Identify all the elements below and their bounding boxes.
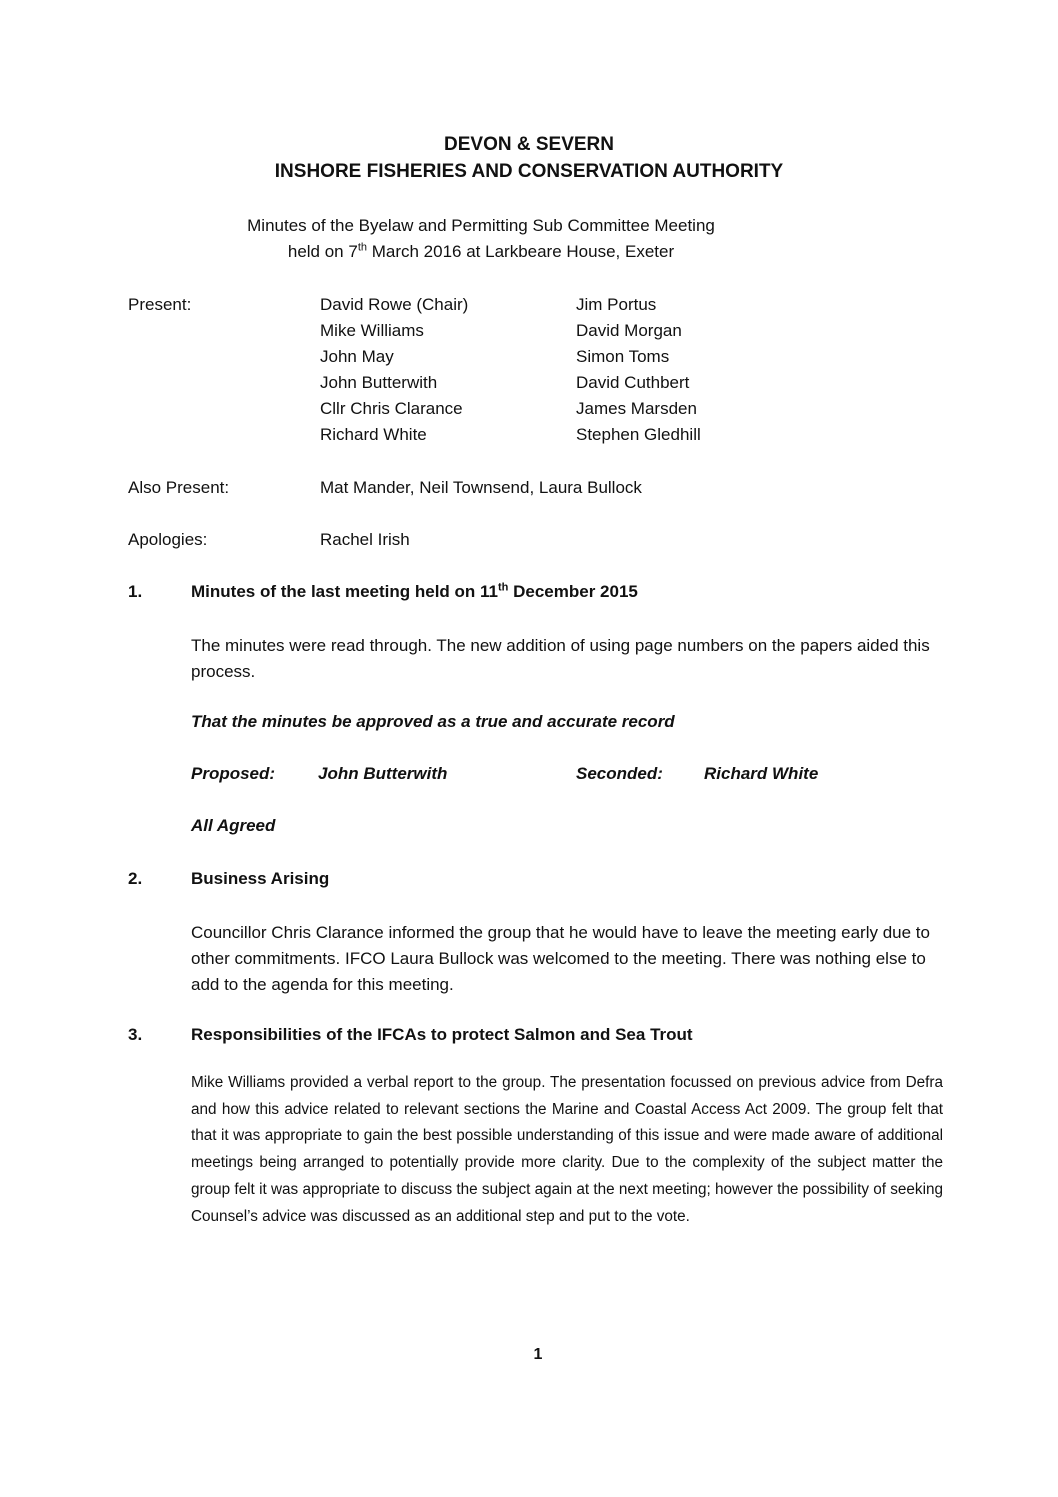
present-name: James Marsden bbox=[576, 399, 697, 418]
seconded-label: Seconded: bbox=[576, 764, 663, 783]
present-name: David Rowe (Chair) bbox=[320, 295, 469, 314]
also-present-value: Mat Mander, Neil Townsend, Laura Bullock bbox=[320, 478, 642, 497]
present-name: Jim Portus bbox=[576, 295, 657, 314]
present-name: Stephen Gledhill bbox=[576, 425, 701, 444]
item-number: 1. bbox=[128, 582, 143, 601]
also-present-label: Also Present: bbox=[128, 478, 230, 497]
item-number: 3. bbox=[128, 1025, 143, 1044]
org-name-line2: INSHORE FISHERIES AND CONSERVATION AUTHORITY bbox=[274, 161, 784, 182]
page-number: 1 bbox=[533, 1346, 543, 1363]
meeting-date-location: held on 7th March 2016 at Larkbeare House, Exeter bbox=[287, 241, 675, 261]
present-name: John May bbox=[320, 347, 394, 366]
agreed-text: All Agreed bbox=[191, 816, 276, 835]
item-body: The minutes were read through. The new addition of using page numbers on the papers aided this process. bbox=[191, 636, 930, 681]
meeting-subtitle: Minutes of the Byelaw and Permitting Sub Committee Meeting bbox=[247, 216, 715, 235]
item-body: Councillor Chris Clarance informed the group that he would have to leave the meeting early due to other commitments. IFCO Laura Bullock was welcomed to the meeting. There was nothing else to add to the agenda for this meeting. bbox=[191, 923, 930, 994]
present-name: John Butterwith bbox=[320, 373, 438, 392]
resolution-text: That the minutes be approved as a true and accurate record bbox=[191, 712, 675, 731]
proposed-value: John Butterwith bbox=[318, 764, 448, 783]
present-name: Richard White bbox=[320, 425, 427, 444]
present-name: Mike Williams bbox=[320, 321, 424, 340]
present-name: Cllr Chris Clarance bbox=[320, 399, 463, 418]
item-heading: Responsibilities of the IFCAs to protect Salmon and Sea Trout bbox=[191, 1025, 693, 1044]
present-name: Simon Toms bbox=[576, 347, 670, 366]
item-heading: Business Arising bbox=[191, 869, 330, 888]
item-heading: Minutes of the last meeting held on 11th December 2015 bbox=[191, 581, 638, 601]
present-name: David Morgan bbox=[576, 321, 682, 340]
item-number: 2. bbox=[128, 869, 143, 888]
present-label: Present: bbox=[128, 295, 192, 314]
proposed-label: Proposed: bbox=[191, 764, 276, 783]
item-body: Mike Williams provided a verbal report to the group. The presentation focussed on previous advice from Defra and how this advice related to relevant sections the Marine and Coastal Access Act 2009. The group felt that that it was appropriate to gain the best possible understanding of this issue and were made aware of additional meetings being arranged to potentially provide more clarity. Due to the complexity of the subject matter the group felt it was appropriate to discuss the subject again at the next meeting; however the possibility of seeking Counsel’s advice was discussed as an additional step and put to the vote. bbox=[191, 1074, 943, 1225]
present-name: David Cuthbert bbox=[576, 373, 690, 392]
org-name-line1: DEVON & SEVERN bbox=[444, 134, 614, 155]
seconded-value: Richard White bbox=[704, 764, 819, 783]
apologies-value: Rachel Irish bbox=[320, 530, 410, 549]
apologies-label: Apologies: bbox=[128, 530, 208, 549]
